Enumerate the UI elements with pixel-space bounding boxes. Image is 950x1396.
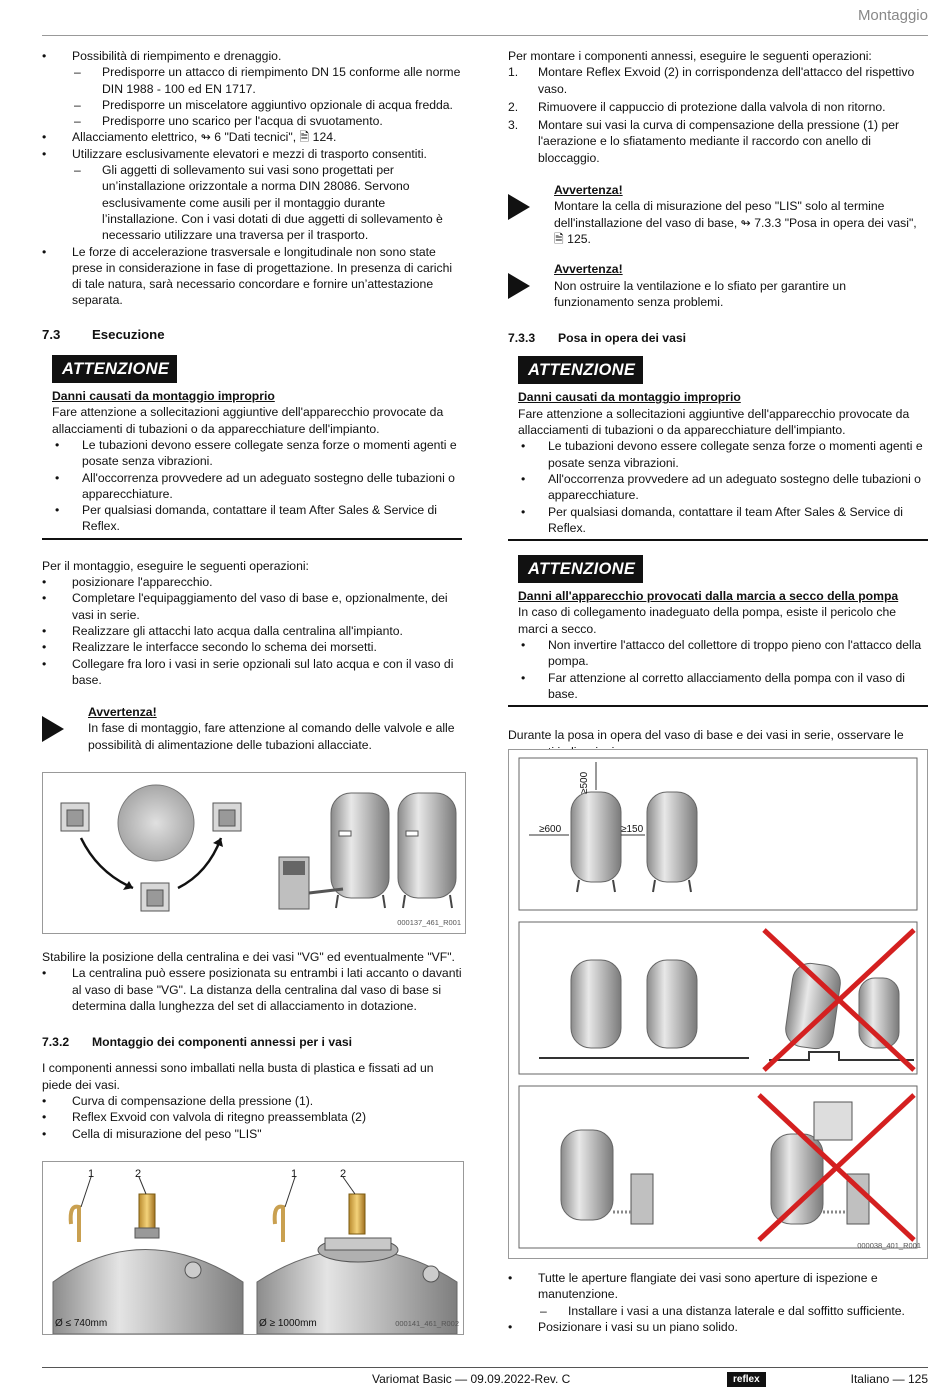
paragraph: Per il montaggio, eseguire le seguenti operazioni: <box>42 558 309 573</box>
list-item: • Realizzare le interfacce secondo lo schema dei morsetti. <box>42 639 462 655</box>
list-item: • posizionare l'apparecchio. <box>42 574 462 590</box>
installation-illustration <box>509 750 927 1258</box>
list-item: – Predisporre un attacco di riempimento DN 15 conforme alle norme DIN 1988 - 100 ed EN 1717. <box>42 64 462 97</box>
paragraph: Durante la posa in opera del vaso di base e dei vasi in serie, osservare le <box>508 728 904 743</box>
list-item: • Tutte le aperture flangiate dei vasi sono aperture di ispezione e manutenzione. <box>508 1270 928 1303</box>
clearance-top: ≥500 <box>579 771 590 794</box>
paragraph: Per montare i componenti annessi, eseguire le seguenti operazioni: <box>508 49 872 63</box>
left-column <box>42 48 462 789</box>
arrow-icon <box>508 273 530 299</box>
note-text: Montare la cella di misurazione del peso "LIS" solo al termine dell'installazione del vaso di base, ↬ 7.3.3 "Posa in opera dei vasi", 🗎 125. <box>554 199 917 246</box>
callout-2: 2 <box>340 1168 347 1180</box>
note-text: In fase di montaggio, fare attenzione al comando delle valvole e alle possibilità di alimentazione delle tubazioni allacciate. <box>88 721 455 752</box>
note-title: Avvertenza! <box>554 262 623 277</box>
list-item: • All'occorrenza provvedere ad un adeguato sostegno delle tubazioni o apparecchiature. <box>518 471 928 504</box>
clearance-left: ≥600 <box>539 824 562 835</box>
list-item: • Utilizzare esclusivamente elevatori e mezzi di trasporto consentiti. <box>42 146 462 162</box>
arrow-icon <box>508 194 530 220</box>
step-item: 2. Rimuovere il cappuccio di protezione dalla valvola di non ritorno. <box>508 99 886 114</box>
header-rule <box>42 35 928 36</box>
list-item: • Le tubazioni devono essere collegate senza forze o momenti agenti e posate senza vibrazioni. <box>518 438 928 471</box>
figure-code: 000141_461_R002 <box>395 1318 459 1328</box>
warning-label: ATTENZIONE <box>518 555 643 583</box>
note-box <box>508 182 928 247</box>
list-item: • Allacciamento elettrico, ↬ 6 "Dati tecnici", 🗎 124. <box>42 129 462 145</box>
warning-text: Fare attenzione a sollecitazioni aggiuntive dell'apparecchio provocate da allacciamenti di tubazioni o da apparecchiature dell'impianto. <box>52 405 444 436</box>
subsection-heading: 7.3.2 Montaggio dei componenti annessi per i vasi <box>42 1035 353 1050</box>
list-item: • Collegare fra loro i vasi in serie opzionali sul lato acqua e con il vaso di base. <box>42 656 462 689</box>
list-item: • La centralina può essere posizionata su entrambi i lati accanto o davanti al vaso di base "VG". La distanza della centralina dal vaso di base si determina dalla lunghezza del set di allacciamento in dotazione. <box>42 965 462 1014</box>
list-item: • Le forze di accelerazione trasversale e longitudinale non sono state prese in considerazione in fase di progettazione. In presenza di carichi di tale natura, sarà necessario concordare e fornire un’attestazione separata. <box>42 244 462 309</box>
list-item: • Curva di compensazione della pressione (1). <box>42 1093 462 1109</box>
paragraph: Stabilire la posizione della centralina e dei vasi "VG" ed eventualmente "VF". <box>42 950 455 964</box>
warning-text: In caso di collegamento inadeguato della pompa, esiste il pericolo che marci a secco. <box>518 605 897 636</box>
components-illustration <box>43 1162 463 1334</box>
right-column <box>508 48 928 760</box>
list-item: • Possibilità di riempimento e drenaggio. <box>42 48 462 64</box>
callout-2: 2 <box>135 1168 142 1180</box>
left-column-lower <box>42 949 462 1142</box>
list-item: – Predisporre un miscelatore aggiuntivo opzionale di acqua fredda. <box>42 97 462 113</box>
footer-page: Italiano — 125 <box>850 1372 928 1386</box>
positioning-illustration <box>43 773 465 933</box>
list-item: • Per qualsiasi domanda, contattare il team After Sales & Service di Reflex. <box>52 502 462 535</box>
step-item: 3. Montare sui vasi la curva di compensazione della pressione (1) per l'aerazione e lo sfiatamento mediante il raccordo con anello di bloccaggio. <box>508 118 900 165</box>
installation-figure <box>508 749 928 1259</box>
list-item: • Posizionare i vasi su un piano solido. <box>508 1319 928 1335</box>
list-item: • Reflex Exvoid con valvola di ritegno preassemblata (2) <box>42 1109 462 1125</box>
brand-logo: reflex <box>727 1370 766 1387</box>
section-title: Montaggio <box>857 7 928 24</box>
list-item: • Far attenzione al corretto allacciamento della pompa con il vaso di base. <box>518 670 928 703</box>
list-item: • Completare l'equipaggiamento del vaso di base e, opzionalmente, dei vasi in serie. <box>42 590 462 623</box>
list-item: • Realizzare gli attacchi lato acqua dalla centralina all'impianto. <box>42 623 462 639</box>
components-figure <box>42 1161 464 1335</box>
warning-box <box>508 356 928 541</box>
warning-text: Fare attenzione a sollecitazioni aggiuntive dell'apparecchio provocate da allacciamenti di tubazioni o da apparecchiature dell'impianto. <box>518 406 910 438</box>
section-heading: 7.3 Esecuzione <box>42 326 165 342</box>
subsection-heading: 7.3.3 Posa in opera dei vasi <box>508 331 687 346</box>
list-item: – Predisporre uno scarico per l'acqua di svuotamento. <box>42 113 462 129</box>
warning-box <box>508 555 928 707</box>
note-box <box>42 704 462 753</box>
step-item: 1. Montare Reflex Exvoid (2) in corrispondenza dell'attacco del rispettivo vaso. <box>508 65 915 96</box>
warning-heading: Danni causati da montaggio improprio <box>52 389 275 404</box>
list-item: • Le tubazioni devono essere collegate senza forze o momenti agenti e posate senza vibrazioni. <box>52 437 462 470</box>
list-item: – Installare i vasi a una distanza laterale e dal soffitto sufficiente. <box>508 1303 928 1319</box>
clearance-between: ≥150 <box>621 824 644 835</box>
warning-box <box>42 355 462 540</box>
note-box <box>508 261 928 310</box>
note-title: Avvertenza! <box>88 705 157 720</box>
positioning-figure <box>42 772 466 934</box>
list-item: • All'occorrenza provvedere ad un adeguato sostegno delle tubazioni o apparecchiature. <box>52 470 462 503</box>
figure-code: 000137_461_R001 <box>397 917 461 927</box>
note-title: Avvertenza! <box>554 183 623 198</box>
footer-rule <box>42 1367 928 1368</box>
warning-label: ATTENZIONE <box>52 355 177 383</box>
callout-1: 1 <box>291 1168 298 1180</box>
requirements-list <box>42 48 462 309</box>
list-item: – Gli aggetti di sollevamento sui vasi sono progettati per un’installazione orizzontale a norma DIN 28086. Servono esclusivamente come ausili per il montaggio durante l’installazione. Con i vasi dotati di due aggetti di sollevamento è necessario utilizzare una traversa per il trasporto. <box>42 162 462 243</box>
right-column-lower <box>508 1270 928 1335</box>
warning-label: ATTENZIONE <box>518 356 643 384</box>
callout-1: 1 <box>88 1168 95 1180</box>
figure-code: 000038_401_R001 <box>857 1240 921 1250</box>
arrow-icon <box>42 716 64 742</box>
footer-doc: Variomat Basic — 09.09.2022-Rev. C <box>372 1372 571 1386</box>
warning-heading: Danni causati da montaggio improprio <box>518 390 741 405</box>
diameter-small: Ø ≤ 740mm <box>55 1318 108 1329</box>
list-item: • Per qualsiasi domanda, contattare il team After Sales & Service di Reflex. <box>518 504 928 537</box>
list-item: • Non invertire l'attacco del collettore di troppo pieno con l'attacco della pompa. <box>518 637 928 670</box>
note-text: Non ostruire la ventilazione e lo sfiato per garantire un funzionamento senza problemi. <box>554 278 846 309</box>
warning-heading: Danni all'apparecchio provocati dalla marcia a secco della pompa <box>518 589 899 604</box>
diameter-large: Ø ≥ 1000mm <box>259 1318 317 1329</box>
paragraph: I componenti annessi sono imballati nella busta di plastica e fissati ad un piede dei vasi. <box>42 1061 434 1092</box>
list-item: • Cella di misurazione del peso "LIS" <box>42 1126 462 1142</box>
